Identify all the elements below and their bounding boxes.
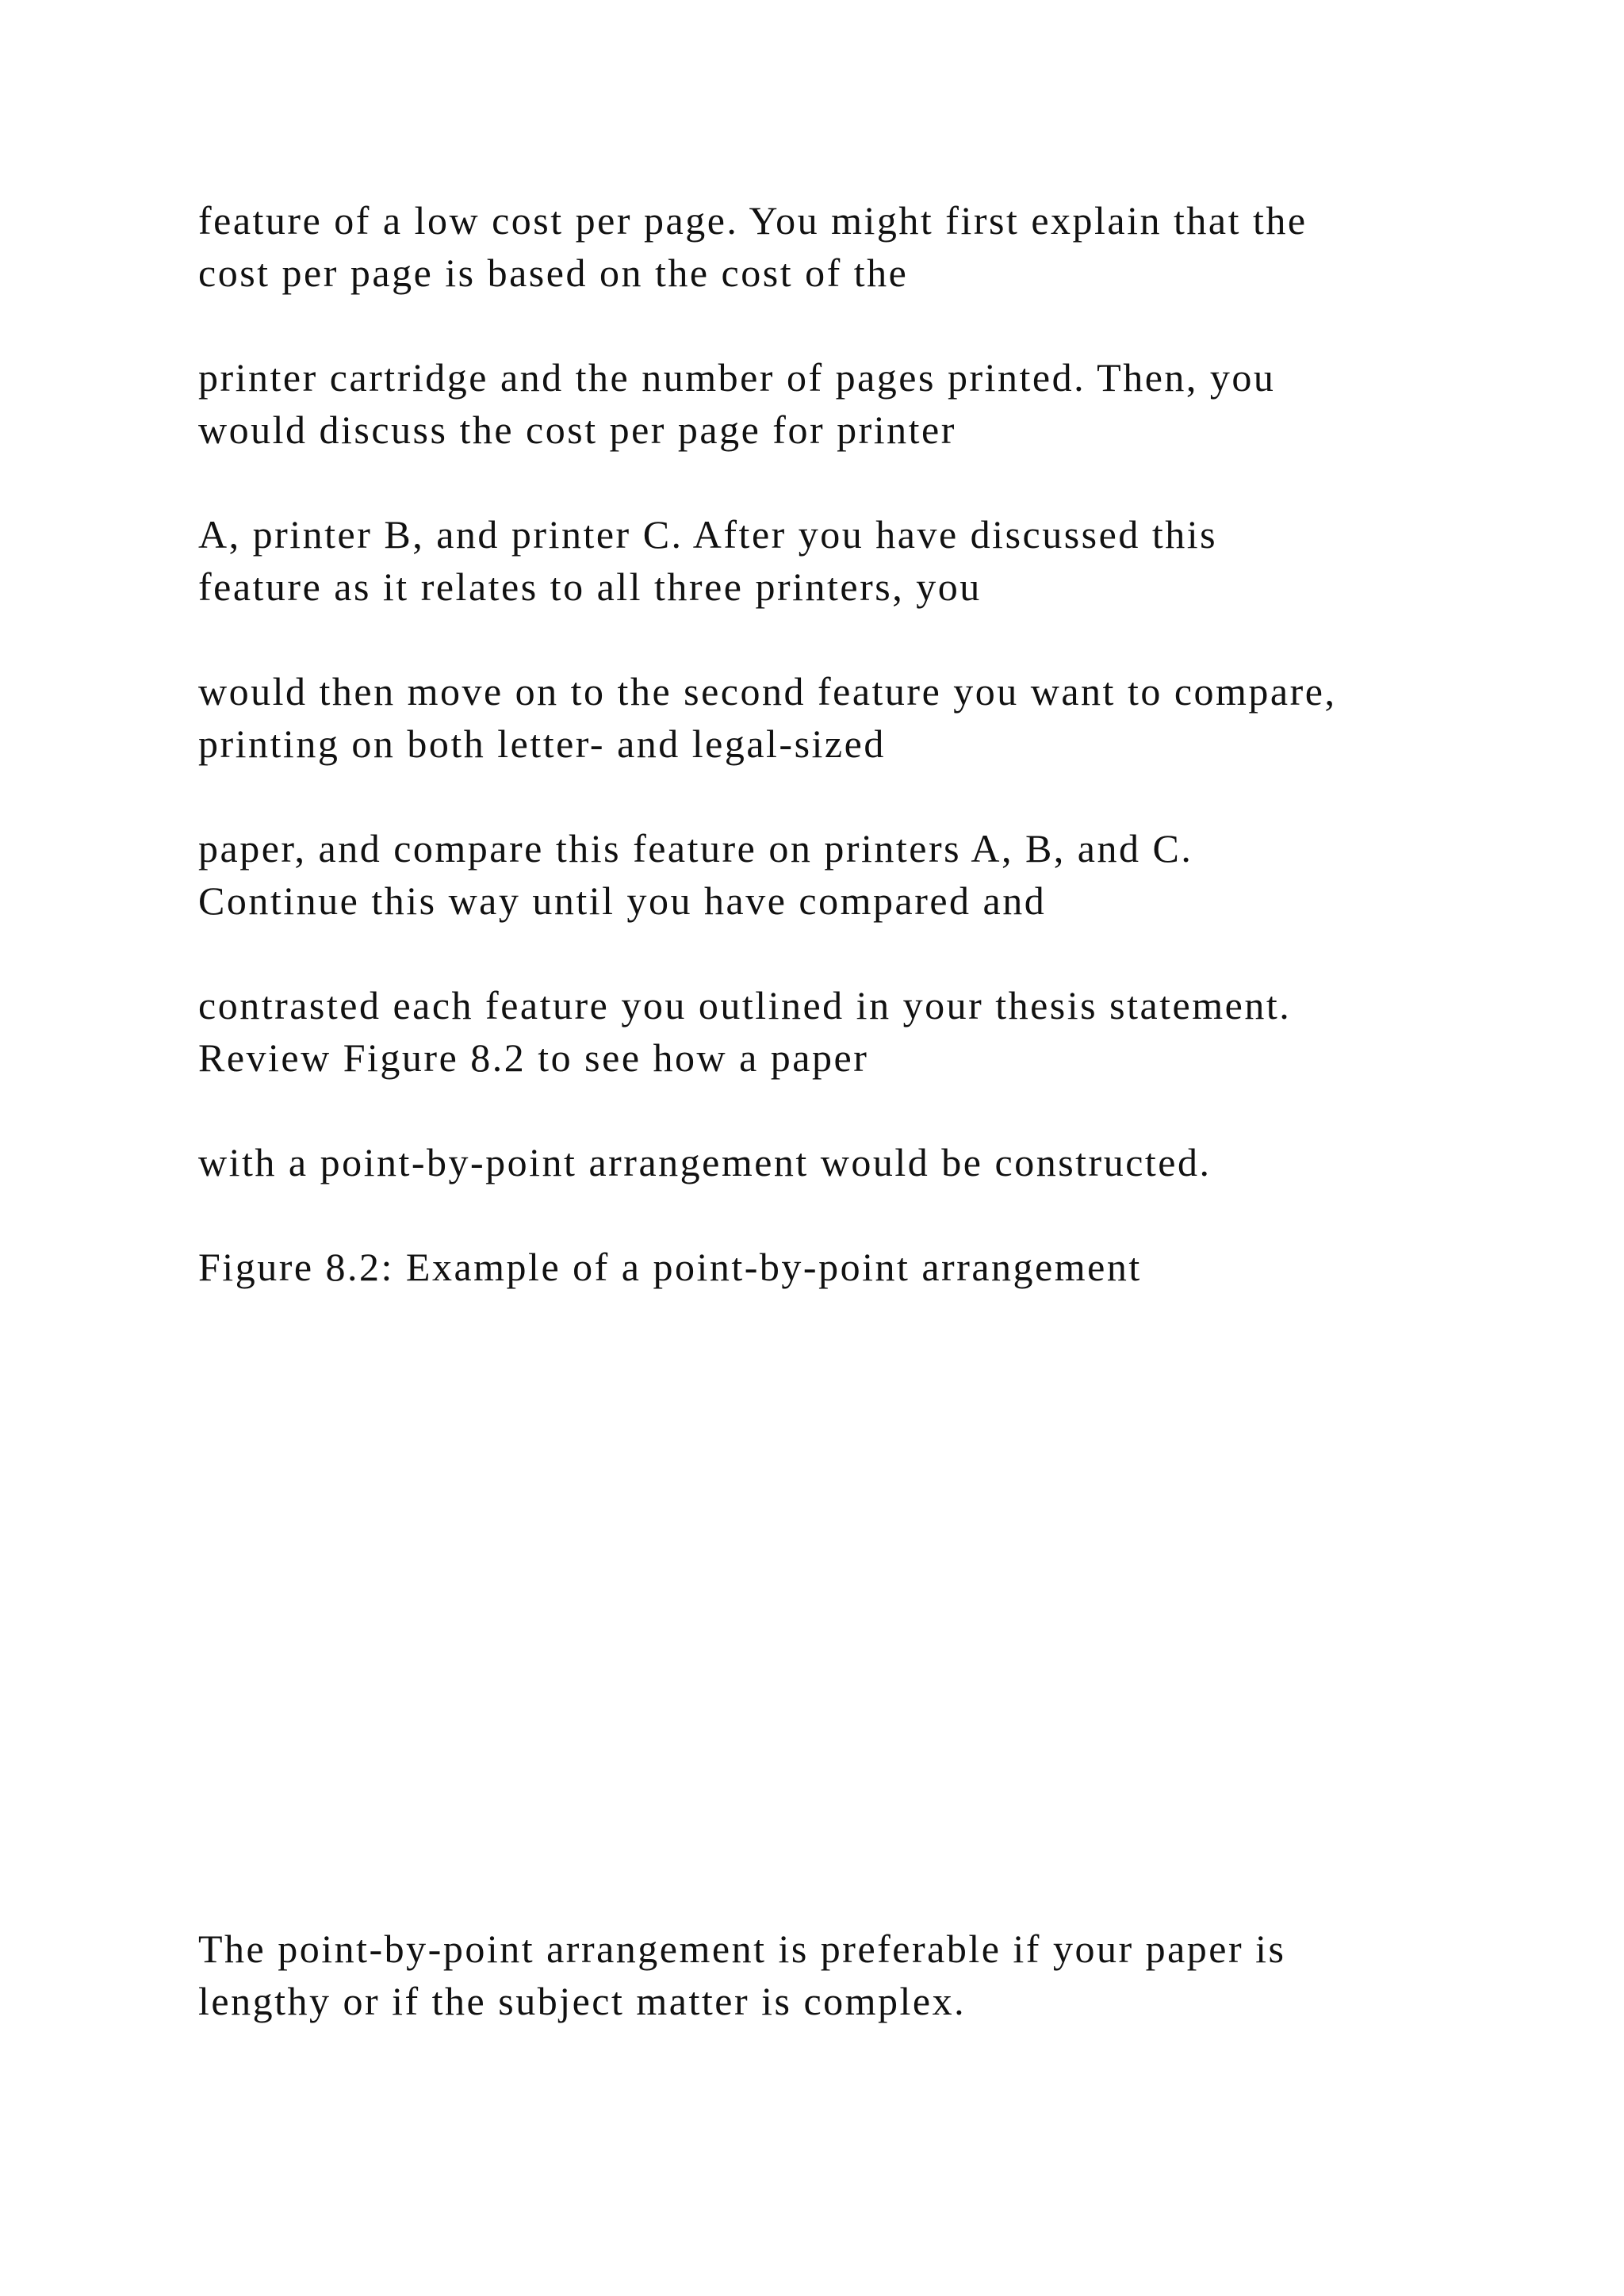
text-line: would discuss the cost per page for printer (198, 408, 956, 452)
text-line: would then move on to the second feature you want to compare, (198, 669, 1337, 714)
text-line: Continue this way until you have compared and (198, 878, 1047, 923)
paragraph-contrasted (198, 979, 1291, 1084)
text-line: with a point-by-point arrangement would be constructed. (198, 1140, 1212, 1184)
text-line: paper, and compare this feature on printers A, B, and C. (198, 826, 1193, 871)
paragraph-compare-feature (198, 822, 1193, 927)
text-line: Figure 8.2: Example of a point-by-point arrangement (198, 1245, 1142, 1289)
paragraph-constructed (198, 1136, 1211, 1188)
text-line: cost per page is based on the cost of the (198, 251, 909, 295)
paragraph-printer-cartridge (198, 351, 1275, 456)
paragraph-cost-per-page (198, 194, 1308, 299)
text-line: feature as it relates to all three printers, you (198, 564, 982, 609)
figure-caption (198, 1241, 1142, 1293)
text-line: A, printer B, and printer C. After you have discussed this (198, 512, 1218, 557)
paragraph-preferable (198, 1923, 1286, 2027)
text-line: The point-by-point arrangement is preferable if your paper is (198, 1927, 1286, 1971)
text-line: printing on both letter- and legal-sized (198, 721, 886, 766)
text-line: lengthy or if the subject matter is complex. (198, 1979, 967, 2023)
paragraph-printers-abc (198, 508, 1217, 613)
text-line: contrasted each feature you outlined in your thesis statement. (198, 983, 1292, 1027)
text-line: Review Figure 8.2 to see how a paper (198, 1035, 869, 1080)
text-line: feature of a low cost per page. You might first explain that the (198, 198, 1308, 243)
paragraph-second-feature (198, 665, 1336, 770)
text-line: printer cartridge and the number of pages printed. Then, you (198, 355, 1276, 400)
